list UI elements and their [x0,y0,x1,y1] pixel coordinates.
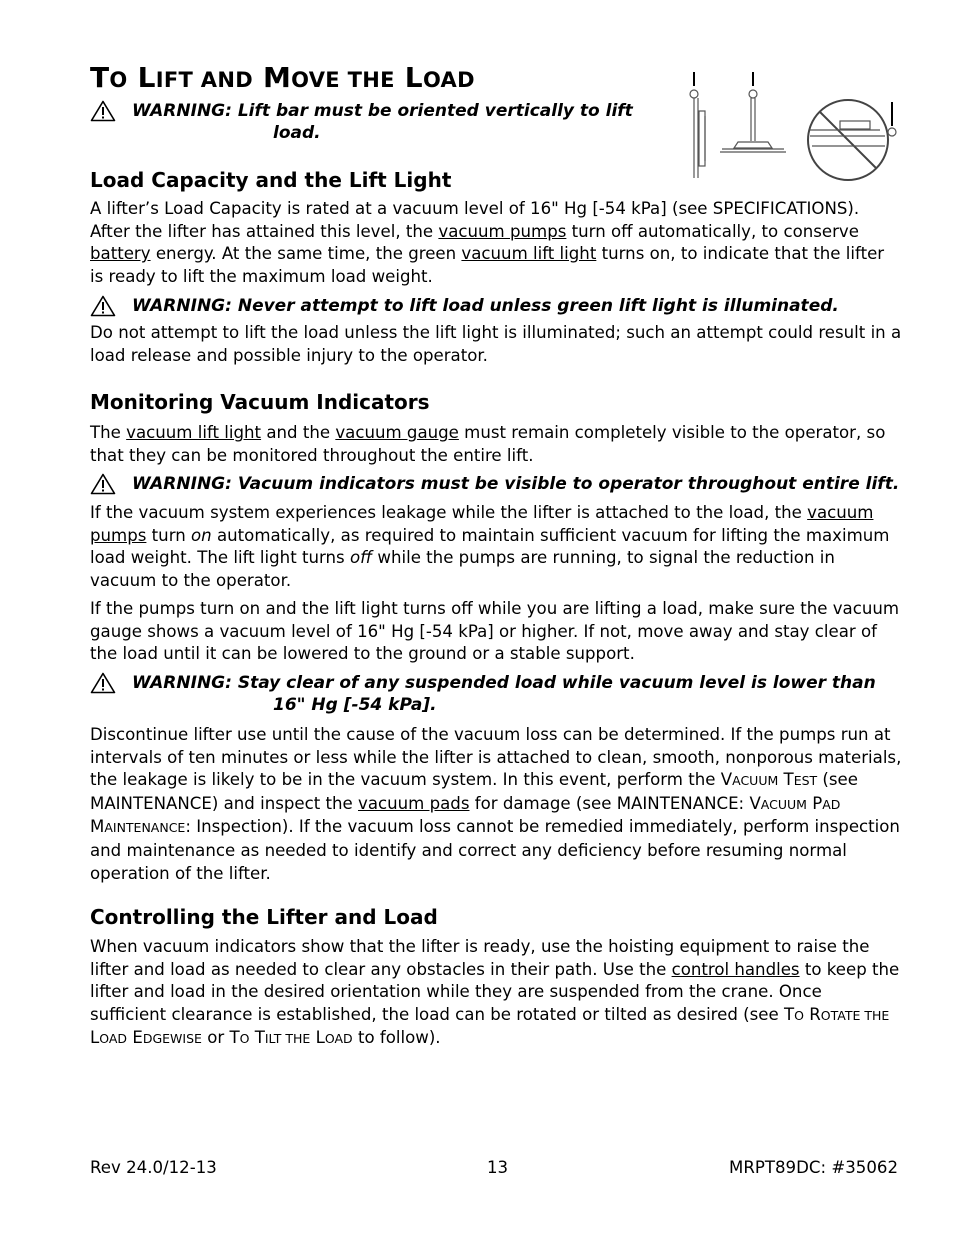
heading-load-capacity: Load Capacity and the Lift Light [90,168,452,192]
link-battery[interactable]: battery [90,244,151,264]
paragraph-controlling: When vacuum indicators show that the lifter is ready, use the hoisting equipment to raise the lifter and load as needed to clear any obstacles in their path. Use the control handles to keep the lifter and load in the desired orientation while they are suspended from the crane. Once sufficient clearance is established, the load can be rotated or tilted as desired (see TO ROTATE THE LOAD EDGEWISE or TO TILT THE LOAD to follow). [90,937,900,1048]
page-title: TO LIFT AND MOVE THE LOAD [90,61,475,94]
paragraph-leakage: If the vacuum system experiences leakage while the lifter is attached to the load, the vacuum pumps turn on automatically, as required to maintain sufficient vacuum for lifting the maximum load weight. The lift light turns off while the pumps are running, to signal the reduction in vacuum to the operator. [90,503,890,590]
heading-controlling: Controlling the Lifter and Load [90,905,438,929]
link-vacuum-pumps[interactable]: vacuum pumps [90,503,874,545]
lift-orientation-figure [680,66,902,186]
footer-page-number: 13 [487,1158,509,1177]
paragraph-pumps-turn-on: If the pumps turn on and the lift light turns off while you are lifting a load, make sure the vacuum gauge shows a vacuum level of 16" Hg [-54 kPa] or higher. If not, move away and stay clear of the load until it can be lowered to the ground or a stable support. [90,599,900,664]
heading-monitoring: Monitoring Vacuum Indicators [90,390,430,414]
warning-triangle-icon [90,473,116,495]
link-vacuum-pumps[interactable]: vacuum pumps [438,221,567,241]
warning-triangle-icon [90,100,116,122]
warning-stay-clear: WARNING: Stay clear of any suspended load while vacuum level is lower than 16" Hg [-54 kPa]. [90,672,902,716]
warning-triangle-icon [90,295,116,317]
link-control-handles[interactable]: control handles [671,959,800,979]
paragraph-load-capacity: A lifter’s Load Capacity is rated at a vacuum level of 16" Hg [-54 kPa] (see SPECIFICATIONS). After the lifter has attained this level, the vacuum pumps turn off automatically, to conserve battery energy. At the same time, the green vacuum lift light turns on, to indicate that the lifter is ready to lift the maximum load weight. [90,199,885,286]
warning-lift-light: WARNING: Never attempt to lift load unless green lift light is illuminated. [90,295,902,317]
paragraph-monitoring-visibility: The vacuum lift light and the vacuum gauge must remain completely visible to the operator, so that they can be monitored throughout the entire lift. [90,423,886,465]
footer-model-number: MRPT89DC: #35062 [729,1158,899,1177]
footer-revision: Rev 24.0/12-13 [90,1158,217,1177]
paragraph-discontinue-use: Discontinue lifter use until the cause of the vacuum loss can be determined. If the pumps run at intervals of ten minutes or less while the lifter is attached to clean, smooth, nonporous materials, the leakage is likely to be in the vacuum system. In this event, perform the VACUUM TEST (see MAINTENANCE) and inspect the vacuum pads for damage (see MAINTENANCE: VACUUM PAD MAINTENANCE: Inspection). If the vacuum loss cannot be remedied immediately, perform inspection and maintenance as needed to identify and correct any deficiency before resuming normal operation of the lifter. [90,725,902,883]
link-vacuum-lift-light[interactable]: vacuum lift light [461,244,597,264]
link-vacuum-gauge[interactable]: vacuum gauge [335,423,459,442]
paragraph-lift-light-caution: Do not attempt to lift the load unless the lift light is illuminated; such an attempt could result in a load release and possible injury to the operator. [90,323,902,365]
link-vacuum-lift-light[interactable]: vacuum lift light [126,423,262,442]
link-vacuum-pads[interactable]: vacuum pads [358,793,470,813]
warning-triangle-icon [90,672,116,694]
warning-vacuum-indicators: WARNING: Vacuum indicators must be visible to operator throughout entire lift. [90,473,902,495]
warning-lift-bar: WARNING: Lift bar must be oriented vertically to lift load. [90,100,650,144]
